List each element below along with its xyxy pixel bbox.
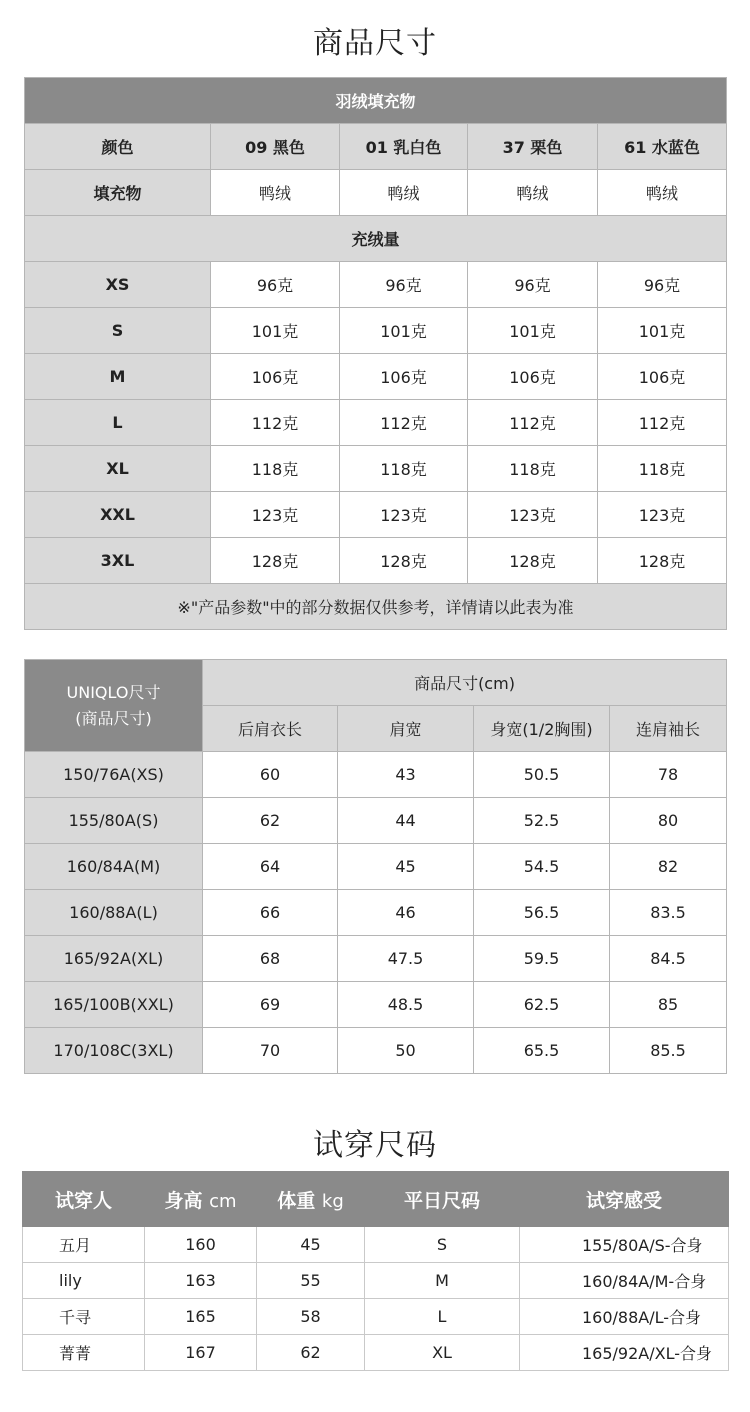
amount-cell: 101克 [598, 308, 727, 354]
measure-cell: 85 [610, 982, 727, 1028]
table-row [25, 982, 727, 1028]
size-label: 170/108C(3XL) [25, 1028, 203, 1074]
note-row [25, 584, 727, 630]
measure-cell: 69 [203, 982, 338, 1028]
amount-cell: 118克 [340, 446, 468, 492]
amount-cell: 128克 [340, 538, 468, 584]
measure-cell: 44 [338, 798, 474, 844]
amount-cell: 112克 [598, 400, 727, 446]
filling-label: 填充物 [25, 170, 211, 216]
fit-header-row [23, 1172, 729, 1227]
section-title-fit: 试穿尺码 [313, 1128, 437, 1163]
size-measurement-table [24, 659, 727, 1074]
table-row [25, 538, 727, 584]
tester-name: lily [23, 1263, 145, 1299]
amount-cell: 112克 [340, 400, 468, 446]
amount-cell: 101克 [340, 308, 468, 354]
tester-height: 163 [145, 1263, 257, 1299]
tester-name: 五月 [23, 1227, 145, 1263]
tester-name: 千寻 [23, 1299, 145, 1335]
column-header: 身宽(1/2胸围) [474, 706, 610, 752]
measure-cell: 50 [338, 1028, 474, 1074]
amount-cell: 123克 [340, 492, 468, 538]
measure-cell: 43 [338, 752, 474, 798]
color-label: 颜色 [25, 124, 211, 170]
tester-height: 167 [145, 1335, 257, 1371]
filling-cell: 鸭绒 [211, 170, 340, 216]
color-cell: 37 栗色 [468, 124, 598, 170]
tester-usual-size: XL [365, 1335, 520, 1371]
table-row [25, 400, 727, 446]
amount-cell: 106克 [340, 354, 468, 400]
measure-cell: 80 [610, 798, 727, 844]
header-feeling: 试穿感受 [520, 1172, 729, 1227]
size-label: 165/92A(XL) [25, 936, 203, 982]
column-header: 肩宽 [338, 706, 474, 752]
measure-cell: 64 [203, 844, 338, 890]
measure-cell: 52.5 [474, 798, 610, 844]
table-row [25, 308, 727, 354]
tester-height: 160 [145, 1227, 257, 1263]
fit-test-table [22, 1171, 729, 1371]
table-row [25, 890, 727, 936]
table-row [25, 752, 727, 798]
header-height-label: 身高 [164, 1189, 203, 1212]
tester-height: 165 [145, 1299, 257, 1335]
filling-cell: 鸭绒 [598, 170, 727, 216]
color-cell: 09 黑色 [211, 124, 340, 170]
amount-cell: 101克 [211, 308, 340, 354]
measure-cell: 83.5 [610, 890, 727, 936]
size-label: 165/100B(XXL) [25, 982, 203, 1028]
size-label: S [25, 308, 211, 354]
amount-header: 充绒量 [25, 216, 727, 262]
measure-cell: 85.5 [610, 1028, 727, 1074]
tester-feeling: 165/92A/XL-合身 [520, 1335, 729, 1371]
table-row [25, 446, 727, 492]
size-label: 3XL [25, 538, 211, 584]
amount-cell: 118克 [468, 446, 598, 492]
size-label: 160/88A(L) [25, 890, 203, 936]
fill-table-header: 羽绒填充物 [25, 78, 727, 124]
measure-cell: 62 [203, 798, 338, 844]
amount-cell: 128克 [598, 538, 727, 584]
table-row [23, 1263, 729, 1299]
amount-cell: 96克 [598, 262, 727, 308]
table-row [23, 1299, 729, 1335]
measure-cell: 66 [203, 890, 338, 936]
measure-cell: 65.5 [474, 1028, 610, 1074]
size-table-header-row [25, 660, 727, 706]
size-label: L [25, 400, 211, 446]
amount-cell: 123克 [211, 492, 340, 538]
tester-name: 菁菁 [23, 1335, 145, 1371]
measure-cell: 59.5 [474, 936, 610, 982]
measure-cell: 60 [203, 752, 338, 798]
size-label: XXL [25, 492, 211, 538]
column-header: 后肩衣长 [203, 706, 338, 752]
measure-cell: 84.5 [610, 936, 727, 982]
measure-cell: 82 [610, 844, 727, 890]
tester-feeling: 155/80A/S-合身 [520, 1227, 729, 1263]
size-label: 155/80A(S) [25, 798, 203, 844]
measure-cell: 68 [203, 936, 338, 982]
measure-cell: 47.5 [338, 936, 474, 982]
amount-cell: 112克 [468, 400, 598, 446]
measure-cell: 50.5 [474, 752, 610, 798]
table-row [25, 1028, 727, 1074]
tester-weight: 62 [257, 1335, 365, 1371]
measure-cell: 78 [610, 752, 727, 798]
measure-cell: 56.5 [474, 890, 610, 936]
header-weight [257, 1172, 365, 1227]
header-height-unit: cm [209, 1190, 237, 1212]
amount-cell: 123克 [468, 492, 598, 538]
size-label: 150/76A(XS) [25, 752, 203, 798]
header-usual-size: 平日尺码 [365, 1172, 520, 1227]
tester-feeling: 160/88A/L-合身 [520, 1299, 729, 1335]
table-row [25, 262, 727, 308]
section-title-product-size: 商品尺寸 [313, 26, 437, 61]
tester-usual-size: S [365, 1227, 520, 1263]
tester-feeling: 160/84A/M-合身 [520, 1263, 729, 1299]
color-cell: 01 乳白色 [340, 124, 468, 170]
tester-weight: 45 [257, 1227, 365, 1263]
tester-usual-size: M [365, 1263, 520, 1299]
table-row [25, 798, 727, 844]
corner-line-2: (商品尺寸) [75, 708, 152, 728]
amount-cell: 106克 [468, 354, 598, 400]
amount-cell: 128克 [468, 538, 598, 584]
measure-cell: 70 [203, 1028, 338, 1074]
amount-cell: 96克 [468, 262, 598, 308]
amount-cell: 96克 [340, 262, 468, 308]
filling-row [25, 170, 727, 216]
corner-line-1: UNIQLO尺寸 [66, 682, 161, 702]
size-corner-header [25, 660, 203, 752]
amount-cell: 106克 [598, 354, 727, 400]
size-group-header: 商品尺寸(cm) [203, 660, 727, 706]
amount-cell: 106克 [211, 354, 340, 400]
header-person: 试穿人 [23, 1172, 145, 1227]
table-row [25, 492, 727, 538]
measure-cell: 54.5 [474, 844, 610, 890]
size-label: XS [25, 262, 211, 308]
amount-cell: 96克 [211, 262, 340, 308]
measure-cell: 46 [338, 890, 474, 936]
measure-cell: 45 [338, 844, 474, 890]
size-label: XL [25, 446, 211, 492]
amount-cell: 101克 [468, 308, 598, 354]
header-weight-unit: kg [321, 1190, 344, 1212]
table-row [23, 1227, 729, 1263]
header-height [145, 1172, 257, 1227]
table-row [23, 1335, 729, 1371]
color-cell: 61 水蓝色 [598, 124, 727, 170]
table-row [25, 844, 727, 890]
amount-header-row [25, 216, 727, 262]
reference-note: ※"产品参数"中的部分数据仅供参考，详情请以此表为准 [25, 584, 727, 630]
filling-cell: 鸭绒 [340, 170, 468, 216]
tester-usual-size: L [365, 1299, 520, 1335]
size-label: M [25, 354, 211, 400]
table-row [25, 936, 727, 982]
size-label: 160/84A(M) [25, 844, 203, 890]
tester-weight: 58 [257, 1299, 365, 1335]
amount-cell: 118克 [211, 446, 340, 492]
amount-cell: 112克 [211, 400, 340, 446]
header-weight-label: 体重 [277, 1189, 316, 1212]
down-fill-table [24, 77, 727, 630]
filling-cell: 鸭绒 [468, 170, 598, 216]
amount-cell: 118克 [598, 446, 727, 492]
tester-weight: 55 [257, 1263, 365, 1299]
measure-cell: 48.5 [338, 982, 474, 1028]
amount-cell: 128克 [211, 538, 340, 584]
table-row [25, 354, 727, 400]
color-row [25, 124, 727, 170]
measure-cell: 62.5 [474, 982, 610, 1028]
amount-cell: 123克 [598, 492, 727, 538]
column-header: 连肩袖长 [610, 706, 727, 752]
fill-table-header-row [25, 78, 727, 124]
